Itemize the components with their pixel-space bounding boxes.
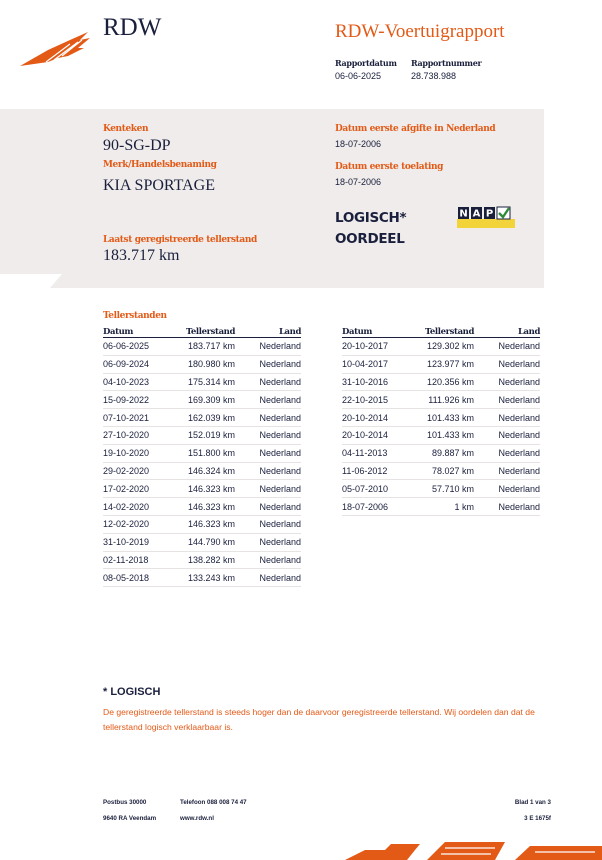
reading-km: 146.323 km xyxy=(185,480,235,498)
readings-table-left xyxy=(103,325,301,587)
reading-date: 02-11-2018 xyxy=(103,551,185,569)
reading-date: 05-07-2010 xyxy=(342,480,424,498)
reading-row xyxy=(342,355,540,373)
reading-land: Nederland xyxy=(235,515,301,533)
reading-date: 08-05-2018 xyxy=(103,569,185,587)
reading-land: Nederland xyxy=(235,355,301,373)
reading-date: 12-02-2020 xyxy=(103,515,185,533)
nap-letter-p: P xyxy=(485,208,494,220)
report-title: RDW-Voertuigrapport xyxy=(335,21,505,42)
first-admission-value: 18-07-2006 xyxy=(335,177,382,187)
reading-km: 101.433 km xyxy=(424,409,474,427)
plate-label: Kenteken xyxy=(103,124,149,134)
reading-date: 06-09-2024 xyxy=(103,355,185,373)
reading-date: 11-06-2012 xyxy=(342,462,424,480)
reading-date: 14-02-2020 xyxy=(103,498,185,516)
reading-row xyxy=(103,409,301,427)
footer-decoration xyxy=(345,840,602,860)
reading-km: 175.314 km xyxy=(185,373,235,391)
reading-km: 89.887 km xyxy=(424,444,474,462)
reading-row xyxy=(103,515,301,533)
first-nl-label: Datum eerste afgifte in Nederland xyxy=(335,124,496,134)
readings-title: Tellerstanden xyxy=(103,311,167,321)
footer-web[interactable]: www.rdw.nl xyxy=(180,815,214,822)
odometer-value: 183.717 km xyxy=(103,247,180,264)
reading-row xyxy=(103,480,301,498)
reading-row xyxy=(342,498,540,516)
report-number-label: Rapportnummer xyxy=(411,58,482,68)
reading-date: 07-10-2021 xyxy=(103,409,185,427)
reading-land: Nederland xyxy=(235,444,301,462)
reading-land: Nederland xyxy=(474,444,540,462)
reading-date: 31-10-2016 xyxy=(342,373,424,391)
reading-row xyxy=(103,426,301,444)
reading-row xyxy=(103,373,301,391)
reading-km: 169.309 km xyxy=(185,391,235,409)
reading-row xyxy=(103,391,301,409)
reading-land: Nederland xyxy=(235,409,301,427)
reading-km: 138.282 km xyxy=(185,551,235,569)
reading-km: 78.027 km xyxy=(424,462,474,480)
reading-km: 101.433 km xyxy=(424,426,474,444)
reading-row xyxy=(342,462,540,480)
reading-km: 152.019 km xyxy=(185,426,235,444)
reading-km: 120.356 km xyxy=(424,373,474,391)
reading-km: 144.790 km xyxy=(185,533,235,551)
reading-row xyxy=(103,338,301,356)
rdw-logo xyxy=(18,28,92,70)
reading-date: 04-11-2013 xyxy=(342,444,424,462)
reading-km: 146.323 km xyxy=(185,515,235,533)
readings-table-right xyxy=(342,325,540,516)
make-value: KIA SPORTAGE xyxy=(103,177,215,194)
reading-land: Nederland xyxy=(235,462,301,480)
plate-value: 90-SG-DP xyxy=(103,137,171,154)
reading-land: Nederland xyxy=(235,373,301,391)
make-label: Merk/Handelsbenaming xyxy=(103,160,217,170)
footer-page: Blad 1 van 3 xyxy=(514,799,551,806)
reading-date: 29-02-2020 xyxy=(103,462,185,480)
reading-date: 20-10-2017 xyxy=(342,338,424,356)
col-date: Datum xyxy=(103,325,185,338)
reading-km: 180.980 km xyxy=(185,355,235,373)
reading-date: 17-02-2020 xyxy=(103,480,185,498)
col-date: Datum xyxy=(342,325,424,338)
brand-name: RDW xyxy=(103,14,162,41)
reading-land: Nederland xyxy=(235,480,301,498)
reading-date: 20-10-2014 xyxy=(342,409,424,427)
footer-address-1: Postbus 30000 xyxy=(103,799,147,806)
reading-date: 31-10-2019 xyxy=(103,533,185,551)
reading-row xyxy=(342,444,540,462)
reading-row xyxy=(103,533,301,551)
reading-km: 133.243 km xyxy=(185,569,235,587)
reading-date: 27-10-2020 xyxy=(103,426,185,444)
reading-land: Nederland xyxy=(235,533,301,551)
reading-row xyxy=(103,569,301,587)
nap-letter-a: A xyxy=(472,208,481,220)
reading-row xyxy=(342,480,540,498)
panel-tail-shape xyxy=(0,274,544,288)
footnote-text: De geregistreerde tellerstand is steeds hoger dan de daarvoor geregistreerde tellerstand. Wij oordelen dan dat de tellerstand logisch verklaarbaar is. xyxy=(103,707,535,732)
report-date: 06-06-2025 xyxy=(335,71,382,81)
footer-phone: Telefoon 088 008 74 47 xyxy=(180,799,247,806)
reading-km: 162.039 km xyxy=(185,409,235,427)
reading-date: 06-06-2025 xyxy=(103,338,185,356)
reading-row xyxy=(342,338,540,356)
nap-logo xyxy=(457,206,515,230)
reading-date: 19-10-2020 xyxy=(103,444,185,462)
reading-land: Nederland xyxy=(474,391,540,409)
col-km: Tellerstand xyxy=(424,327,474,337)
reading-km: 123.977 km xyxy=(424,355,474,373)
report-date-label: Rapportdatum xyxy=(335,58,397,68)
col-km: Tellerstand xyxy=(185,327,235,337)
reading-km: 146.324 km xyxy=(185,462,235,480)
reading-land: Nederland xyxy=(235,498,301,516)
reading-date: 10-04-2017 xyxy=(342,355,424,373)
reading-land: Nederland xyxy=(474,498,540,516)
first-nl-value: 18-07-2006 xyxy=(335,139,382,149)
reading-land: Nederland xyxy=(474,426,540,444)
col-land: Land xyxy=(474,325,540,338)
reading-land: Nederland xyxy=(474,373,540,391)
reading-km: 57.710 km xyxy=(424,480,474,498)
reading-land: Nederland xyxy=(235,569,301,587)
reading-land: Nederland xyxy=(474,480,540,498)
verdict-line-2: OORDEEL xyxy=(335,231,405,247)
reading-land: Nederland xyxy=(235,338,301,356)
reading-date: 22-10-2015 xyxy=(342,391,424,409)
reading-date: 15-09-2022 xyxy=(103,391,185,409)
reading-row xyxy=(103,355,301,373)
reading-land: Nederland xyxy=(235,426,301,444)
reading-row xyxy=(103,462,301,480)
footer-address-2: 9640 RA Veendam xyxy=(103,815,157,822)
verdict-line-1: LOGISCH* xyxy=(335,210,407,226)
report-number: 28.738.988 xyxy=(411,71,457,81)
reading-date: 18-07-2006 xyxy=(342,498,424,516)
reading-row xyxy=(103,551,301,569)
reading-date: 04-10-2023 xyxy=(103,373,185,391)
reading-date: 20-10-2014 xyxy=(342,426,424,444)
first-admission-label: Datum eerste toelating xyxy=(335,162,444,172)
reading-land: Nederland xyxy=(474,338,540,356)
reading-row xyxy=(342,409,540,427)
reading-land: Nederland xyxy=(474,355,540,373)
reading-land: Nederland xyxy=(235,551,301,569)
reading-km: 151.800 km xyxy=(185,444,235,462)
reading-row xyxy=(342,391,540,409)
reading-land: Nederland xyxy=(474,462,540,480)
odometer-label: Laatst geregistreerde tellerstand xyxy=(103,235,257,245)
reading-land: Nederland xyxy=(474,409,540,427)
reading-row xyxy=(103,498,301,516)
reading-land: Nederland xyxy=(235,391,301,409)
reading-km: 146.323 km xyxy=(185,498,235,516)
reading-km: 111.926 km xyxy=(424,391,474,409)
nap-letter-n: N xyxy=(459,208,468,220)
reading-row xyxy=(342,426,540,444)
reading-row xyxy=(103,444,301,462)
footnote-title: * LOGISCH xyxy=(103,686,161,698)
reading-km: 1 km xyxy=(424,498,474,516)
footer-code: 3 E 1675f xyxy=(524,815,551,822)
reading-km: 129.302 km xyxy=(424,338,474,356)
reading-km: 183.717 km xyxy=(185,338,235,356)
reading-row xyxy=(342,373,540,391)
col-land: Land xyxy=(235,325,301,338)
